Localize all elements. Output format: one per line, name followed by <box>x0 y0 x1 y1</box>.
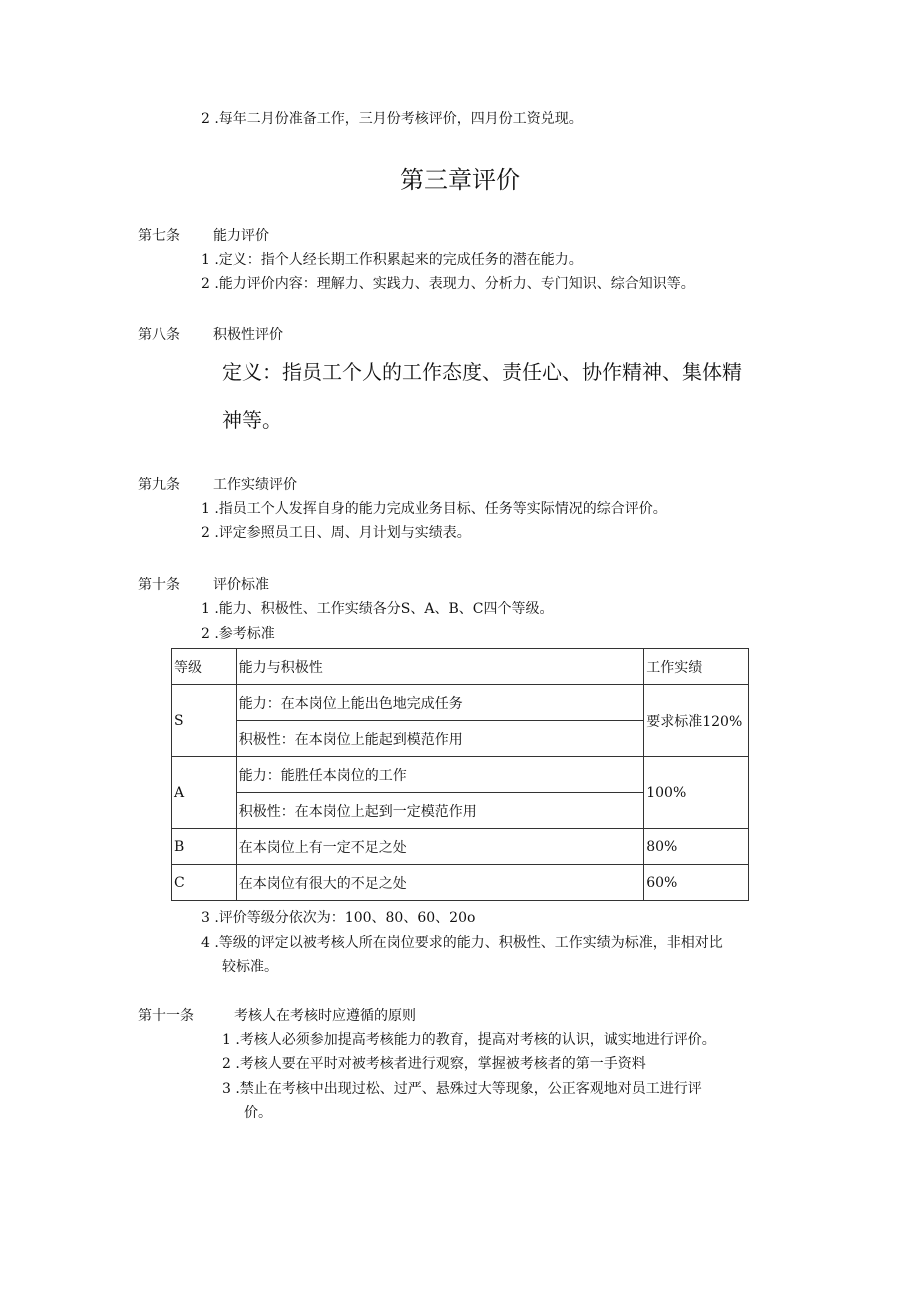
list-item: 1 .能力、积极性、工作实绩各分S、A、B、C四个等级。 <box>201 601 554 617</box>
article-label: 第八条 <box>138 327 180 343</box>
chapter-title: 第三章评价 <box>400 166 520 194</box>
grade-cell: C <box>172 865 237 901</box>
article-title: 考核人在考核时应遵循的原则 <box>234 1008 416 1024</box>
table-cell: 能力：能胜任本岗位的工作 <box>236 757 643 793</box>
list-item: 3 .评价等级分依次为：100、80、60、20o <box>201 910 476 926</box>
grade-cell: B <box>172 829 237 865</box>
grade-cell: S <box>172 685 237 757</box>
list-item: 2 .参考标准 <box>201 626 275 642</box>
article-label: 第九条 <box>138 477 180 493</box>
article-title: 积极性评价 <box>213 327 283 343</box>
table-header: 等级 <box>172 649 237 685</box>
grade-standard-table <box>171 648 749 901</box>
list-item: 1 .考核人必须参加提高考核能力的教育，提高对考核的认识，诚实地进行评价。 <box>222 1032 716 1048</box>
table-header: 工作实绩 <box>644 649 749 685</box>
article-title: 评价标准 <box>213 577 269 593</box>
list-item: 2 .考核人要在平时对被考核者进行观察，掌握被考核者的第一手资料 <box>222 1056 646 1072</box>
definition-text: 定义：指员工个人的工作态度、责任心、协作精神、集体精 <box>222 360 742 384</box>
table-cell: 能力：在本岗位上能出色地完成任务 <box>236 685 643 721</box>
table-header: 能力与积极性 <box>236 649 643 685</box>
table-header-row <box>172 649 749 685</box>
article-title: 工作实绩评价 <box>213 477 297 493</box>
table-row <box>172 685 749 721</box>
article-label: 第十一条 <box>138 1008 194 1024</box>
list-item: 2 .每年二月份准备工作，三月份考核评价，四月份工资兑现。 <box>201 111 583 127</box>
table-row <box>172 829 749 865</box>
table-cell: 在本岗位有很大的不足之处 <box>236 865 643 901</box>
performance-cell: 80% <box>644 829 749 865</box>
article-label: 第十条 <box>138 577 180 593</box>
list-item-continuation: 较标准。 <box>222 959 278 975</box>
table-row <box>172 865 749 901</box>
definition-text: 神等。 <box>222 408 282 432</box>
performance-cell: 要求标准120% <box>644 685 749 757</box>
list-item: 2 .评定参照员工日、周、月计划与实绩表。 <box>201 525 471 541</box>
list-item: 3 .禁止在考核中出现过松、过严、悬殊过大等现象，公正客观地对员工进行评 <box>222 1081 702 1097</box>
table-row <box>172 757 749 793</box>
list-item: 1 .定义：指个人经长期工作积累起来的完成任务的潜在能力。 <box>201 252 583 268</box>
list-item: 2 .能力评价内容：理解力、实践力、表现力、分析力、专门知识、综合知识等。 <box>201 276 695 292</box>
list-item-continuation: 价。 <box>244 1105 272 1121</box>
performance-cell: 100% <box>644 757 749 829</box>
list-item: 1 .指员工个人发挥自身的能力完成业务目标、任务等实际情况的综合评价。 <box>201 501 667 517</box>
table-cell: 在本岗位上有一定不足之处 <box>236 829 643 865</box>
table-cell: 积极性：在本岗位上起到一定模范作用 <box>236 793 643 829</box>
article-label: 第七条 <box>138 228 180 244</box>
article-title: 能力评价 <box>213 228 269 244</box>
performance-cell: 60% <box>644 865 749 901</box>
list-item: 4 .等级的评定以被考核人所在岗位要求的能力、积极性、工作实绩为标准，非相对比 <box>201 935 723 951</box>
table-cell: 积极性：在本岗位上能起到模范作用 <box>236 721 643 757</box>
grade-cell: A <box>172 757 237 829</box>
